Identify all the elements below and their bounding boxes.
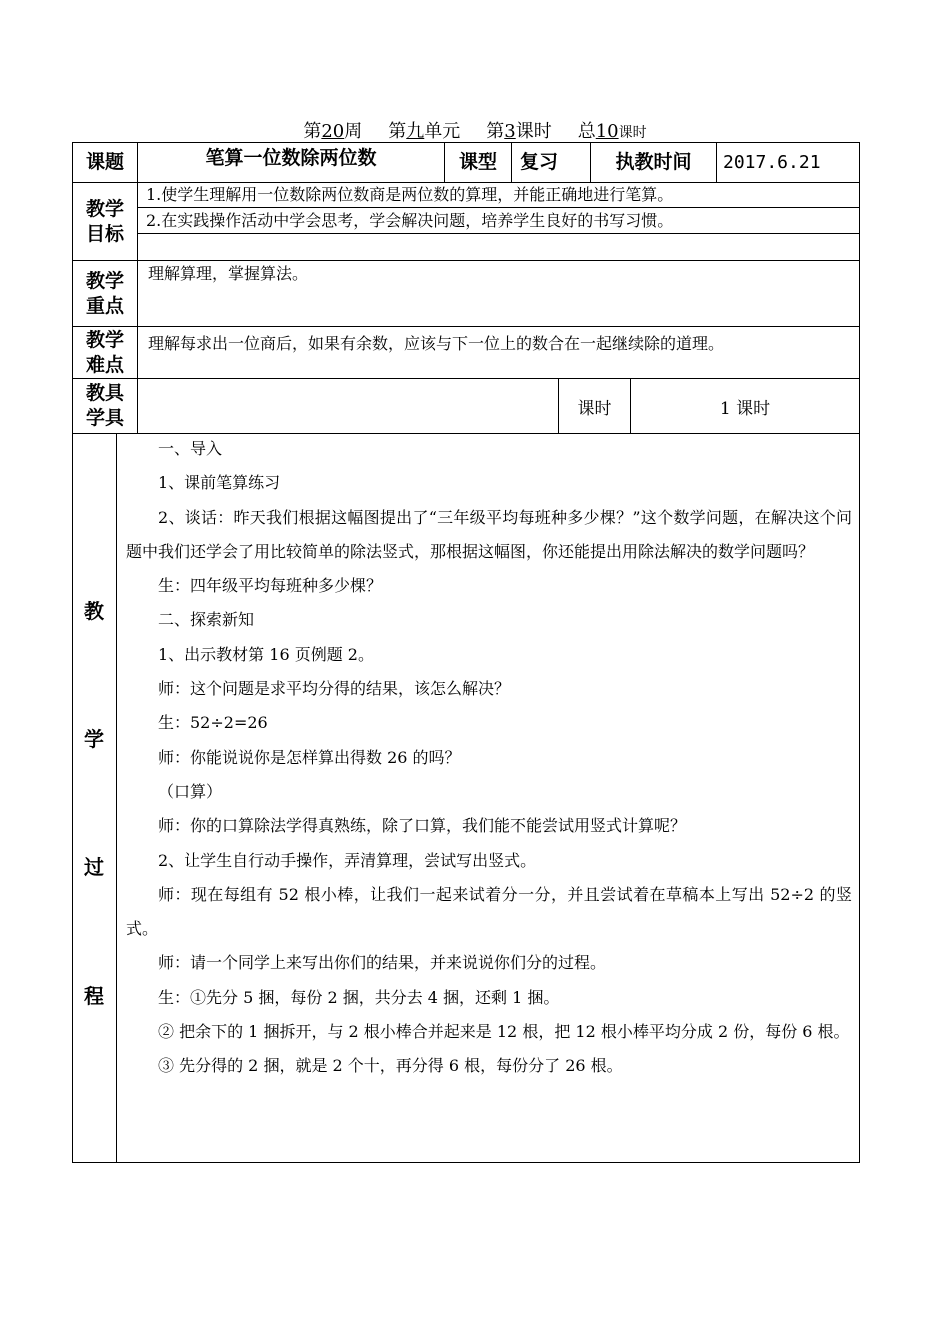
tools-label [73, 379, 137, 433]
process-paragraph: 一、导入 [158, 439, 223, 458]
type-value: 复习 [520, 151, 559, 173]
process-label-char: 教 [84, 599, 104, 623]
lesson-suffix: 课时 [515, 121, 552, 142]
difficulties-text: 理解每求出一位商后，如果有余数，应该与下一位上的数合在一起继续除的道理。 [148, 334, 725, 353]
week-suffix: 周 [344, 121, 363, 142]
process-label-char: 学 [84, 727, 104, 751]
process-paragraph: 2、让学生自行动手操作，弄清算理，尝试写出竖式。 [158, 850, 537, 870]
lesson-header [0, 117, 950, 143]
total-prefix: 总 [577, 121, 596, 142]
goals-label [73, 183, 137, 260]
process-paragraph: 师：你能说说你是怎样算出得数 26 的吗？ [158, 747, 461, 767]
process-paragraph: 二、探索新知 [158, 610, 255, 630]
process-paragraph: 师：你的口算除法学得真熟练，除了口算，我们能不能尝试用竖式计算呢？ [158, 816, 687, 836]
topic-label: 课题 [85, 151, 124, 173]
process-paragraph: 生：52÷2=26 [158, 713, 268, 733]
unit-suffix: 单元 [424, 121, 461, 142]
process-paragraph: 师：这个问题是求平均分得的结果，该怎么解决？ [158, 679, 511, 699]
key-points-label-line1: 教学 [85, 269, 124, 292]
process-paragraph: ③ 先分得的 2 捆，就是 2 个十，再分得 6 根，每份分了 26 根。 [158, 1056, 623, 1076]
difficulties-label [73, 327, 137, 378]
date-label: 执教时间 [615, 151, 692, 173]
process-paragraph: 师：现在每组有 52 根小棒，让我们一起来试着分一分，并且尝试着在草稿本上写出 52÷2 的竖式。 [126, 884, 852, 939]
key-points-label-line2: 重点 [85, 294, 124, 317]
process-label-char: 程 [84, 984, 104, 1008]
lesson-prefix: 第 [486, 121, 505, 142]
tools-value [138, 379, 558, 433]
difficulties-label-line1: 教学 [85, 328, 124, 351]
lesson-number: 3 [504, 121, 516, 142]
key-points-text: 理解算理，掌握算法。 [148, 264, 309, 283]
type-label: 课型 [458, 151, 497, 173]
process-paragraph: 1、课前笔算练习 [158, 473, 281, 493]
week-prefix: 第 [303, 121, 322, 142]
date-value: 2017.6.21 [723, 152, 821, 173]
process-content [126, 432, 852, 1084]
process-paragraph: 2、谈话：昨天我们根据这幅图提出了“三年级平均每班种多少棵？”这个数学问题，在解决这个问题中我们还学会了用比较简单的除法竖式，那根据这幅图，你还能提出用除法解决的数学问题吗？ [126, 507, 852, 561]
process-paragraph: ② 把余下的 1 捆拆开，与 2 根小棒合并起来是 12 根，把 12 根小棒平均分成 2 份，每份 6 根。 [158, 1022, 850, 1042]
process-paragraph: （口算） [158, 781, 223, 801]
hours-value: 1 课时 [719, 398, 771, 419]
goal-item: 2.在实践操作活动中学会思考，学会解决问题，培养学生良好的书写习惯。 [146, 210, 674, 230]
key-points-label [73, 261, 137, 326]
process-paragraph: 1、出示教材第 16 页例题 2。 [158, 644, 374, 664]
goals-label-line2: 目标 [85, 222, 124, 245]
unit-number: 九 [406, 121, 425, 142]
unit-prefix: 第 [388, 121, 407, 142]
week-number: 20 [321, 121, 345, 142]
goals-label-line1: 教学 [85, 197, 124, 220]
total-number: 10 [595, 121, 619, 142]
total-suffix: 课时 [618, 125, 647, 141]
process-paragraph: 生：四年级平均每班种多少棵？ [158, 576, 383, 596]
tools-label-line2: 学具 [85, 407, 124, 429]
process-label-char: 过 [84, 855, 104, 879]
hours-label: 课时 [577, 398, 612, 419]
goal-item: 1.使学生理解用一位数除两位数商是两位数的算理，并能正确地进行笔算。 [146, 185, 674, 204]
process-paragraph: 师：请一个同学上来写出你们的结果，并来说说你们分的过程。 [158, 953, 607, 973]
difficulties-label-line2: 难点 [85, 353, 124, 376]
tools-label-line1: 教具 [85, 382, 124, 404]
process-paragraph: 生：①先分 5 捆，每份 2 捆，共分去 4 捆，还剩 1 捆。 [158, 987, 560, 1007]
topic-value: 笔算一位数除两位数 [205, 146, 377, 169]
